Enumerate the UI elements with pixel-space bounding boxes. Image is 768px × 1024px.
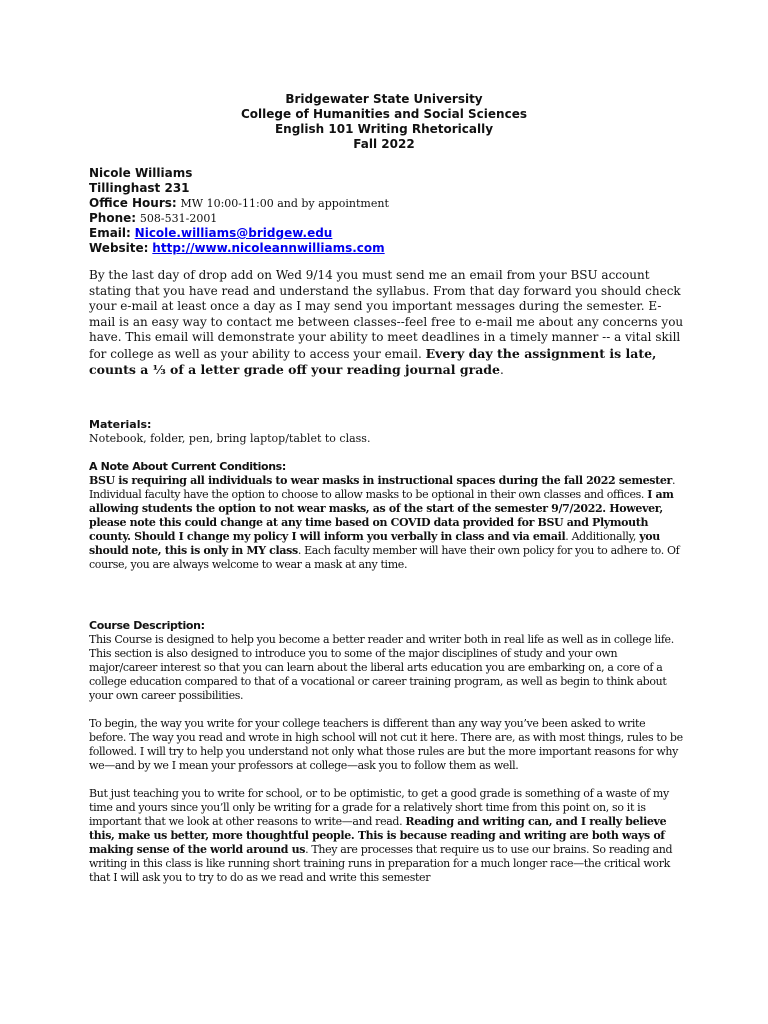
website-link[interactable]: http://www.nicoleannwilliams.com <box>152 241 385 255</box>
term: Fall 2022 <box>353 137 415 151</box>
office-hours-value: MW 10:00-11:00 and by appointment <box>180 197 389 210</box>
intro-text: By the last day of drop add on Wed 9/14 you must send me an email from your BSU account stating that you have read and understand the syllabus. From that day forward you should check your e-mail at least once a day as I may send you important messages during the semester. E-mail is an easy way to contact me between classes--feel free to e-mail me about any concerns you have. This email will demonstrate your ability to meet deadlines in a timely manner -- a vital skill for college as well as your ability to access your email. <box>89 268 684 361</box>
office-hours-label: Office Hours: <box>89 196 177 210</box>
conditions-bold-1: BSU is requiring all individuals to wear masks in instructional spaces during the fall 2022 semester <box>89 474 672 487</box>
office-location: Tillinghast 231 <box>89 181 190 195</box>
course-description-paragraph-2: To begin, the way you write for your college teachers is different than any way you’ve been asked to write before. The way you read and wrote in high school will not cut it here. There are, as with most things, rules to be followed. I will try to help you understand not only what those rules are but the more important reasons for why we—and by we I mean your professors at college—ask you to follow them as well. <box>89 717 683 772</box>
phone-label: Phone: <box>89 211 137 225</box>
paragraph-3-text-a: But just teaching you to write for school, or to be optimistic, to get a good grade is something of a waste of my time and yours since you’ll only be writing for a grade for a relatively short time from this point on, so it is important that we look at other reasons to write—and read. <box>89 787 669 828</box>
late-policy-text: Every day the assignment is late, counts a ⅓ of a letter grade off your reading journal grade <box>89 345 657 377</box>
course-description-paragraph-1: This Course is designed to help you become a better reader and writer both in real life as well as in college life. This section is also designed to introduce you to some of the major disciplines of study and your own major/career interest so that you can learn about the liberal arts education you are embarking on, a core of a college education compared to that of a vocational or career training program, as well as begin to think about your own career possibilities. <box>89 633 674 702</box>
website-line <box>89 241 389 256</box>
instructor-name: Nicole Williams <box>89 166 193 180</box>
conditions-heading: A Note About Current Conditions: <box>89 460 286 473</box>
phone-line <box>89 211 389 226</box>
email-link[interactable]: Nicole.williams@bridgew.edu <box>134 226 333 240</box>
phone-value: 508-531-2001 <box>139 212 218 225</box>
email-line <box>89 226 389 241</box>
materials-heading: Materials: <box>89 418 152 431</box>
intro-end: . <box>499 363 504 377</box>
conditions-text-1: . Individual faculty have the option to choose to allow masks to be optional in their own classes and offices. <box>89 474 676 501</box>
email-label: Email: <box>89 226 131 240</box>
course-description-paragraph-3 <box>89 787 685 885</box>
university-name: Bridgewater State University <box>285 92 483 106</box>
college-name: College of Humanities and Social Sciences <box>241 107 527 121</box>
website-label: Website: <box>89 241 149 255</box>
conditions-section <box>89 460 685 572</box>
office-hours-line <box>89 196 389 211</box>
conditions-bold-2: I am allowing students the option to not wear masks, as of the start of the semester 9/7/2022. However, please note this could change at any time based on COVID data provided for BSU and Plymouth county. Should I change my policy I will inform you verbally in class and via email <box>89 488 674 543</box>
conditions-text <box>89 474 685 572</box>
course-description-heading: Course Description: <box>89 619 205 632</box>
document-header <box>0 92 768 152</box>
instructor-contact <box>89 166 389 256</box>
materials-section <box>89 418 685 446</box>
course-title: English 101 Writing Rhetorically <box>274 122 494 136</box>
paragraph-3-text-c: . They are processes that require us to use our brains. So reading and writing in this class is like running short training runs in preparation for a much longer race—the critical work that I will ask you to try to do as we read and write this semester <box>89 843 673 884</box>
conditions-bold-3: you should note, this is only in MY class <box>89 530 660 557</box>
intro-paragraph <box>89 268 685 379</box>
paragraph-3-bold: Reading and writing can, and I really believe this, make us better, more thoughtful people. This is because reading and writing are both ways of making sense of the world around us <box>89 815 667 856</box>
course-description-section <box>89 619 685 885</box>
conditions-text-3: . Each faculty member will have their own policy for you to adhere to. Of course, you are always welcome to wear a mask at any time. <box>89 544 680 571</box>
conditions-text-2: . Additionally, <box>565 530 640 543</box>
materials-text: Notebook, folder, pen, bring laptop/tablet to class. <box>89 432 371 445</box>
